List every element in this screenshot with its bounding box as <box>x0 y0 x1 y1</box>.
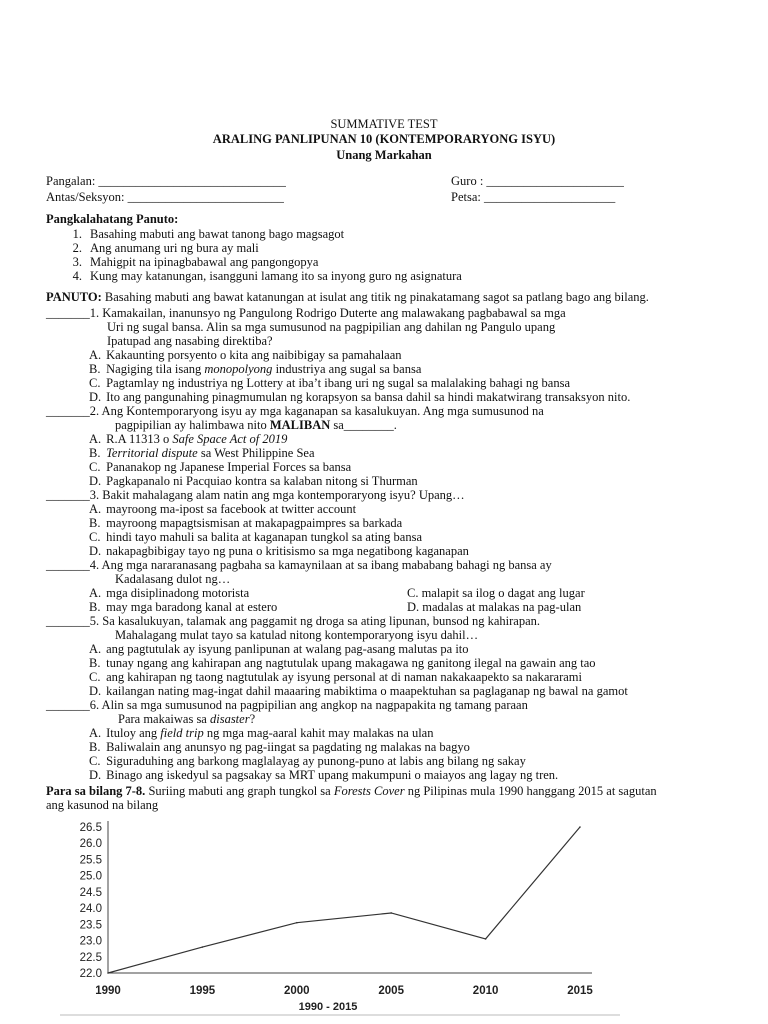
choice-a: A. Kakaunting porsyento o kita ang naibibigay sa pamahalaan <box>89 348 402 362</box>
question-1-line2: Uri ng sugal bansa. Alin sa mga sumusunod na pagpipilian ang dahilan ng Pangulo upang <box>107 320 556 334</box>
instruction-item: 4. Kung may katanungan, isangguni lamang ito sa inyong guro ng asignatura <box>72 269 462 283</box>
graph-instructions: Para sa bilang 7-8. Suriing mabuti ang graph tungkol sa Forests Cover ng Pilipinas mula 1990 hanggang 2015 at sagutan <box>46 784 657 798</box>
x-tick-label: 2015 <box>567 985 593 997</box>
name-field: Pangalan: ______________________________ <box>46 174 286 188</box>
data-point <box>202 946 204 948</box>
data-point <box>579 826 581 828</box>
series-group <box>107 826 581 974</box>
date-field: Petsa: _____________________ <box>451 190 616 204</box>
choice-d: D. nakapagbibigay tayo ng puna o kritisismo sa mga negatibong kaganapan <box>89 544 469 558</box>
choice-a: A. R.A 11313 o Safe Space Act of 2019 <box>89 432 288 446</box>
y-tick-label: 26.0 <box>79 838 102 851</box>
x-tick-label: 1990 <box>95 985 121 997</box>
choice-c: C. hindi tayo mahuli sa balita at kaganapan tungkol sa ating bansa <box>89 530 423 544</box>
data-point <box>296 922 298 924</box>
y-tick-label: 22.0 <box>79 968 102 980</box>
choice-c: C. Pananakop ng Japanese Imperial Forces sa bansa <box>89 460 352 474</box>
y-tick-label: 22.5 <box>79 951 102 964</box>
subject-title: ARALING PANLIPUNAN 10 (KONTEMPORARYONG ISYU) <box>212 132 556 146</box>
quarter-title: Unang Markahan <box>336 148 432 162</box>
y-tick-label: 24.0 <box>79 903 102 916</box>
y-tick-label: 23.5 <box>79 919 102 932</box>
question-2: _______2. Ang Kontemporaryong isyu ay mga kaganapan sa kasalukuyan. Ang mga sumusunod na <box>46 404 544 418</box>
series-line <box>108 827 580 973</box>
choice-b: B. mayroong mapagtsismisan at makapagpaimpres sa barkada <box>89 516 403 530</box>
choice-d: D. kailangan nating mag-ingat dahil maaaring mabiktima o maapektuhan sa paglaganap ng bawal na gamot <box>89 684 628 698</box>
test-title: SUMMATIVE TEST <box>330 117 438 131</box>
x-tick-label: 2000 <box>284 985 310 997</box>
y-tick-label: 24.5 <box>79 886 102 899</box>
data-point <box>390 912 392 914</box>
x-tick-label: 2010 <box>472 985 499 997</box>
question-4-line2: Kadalasang dulot ng… <box>115 572 231 586</box>
panuto-instructions: PANUTO: Basahing mabuti ang bawat katanungan at isulat ang titik ng pinakatamang sagot sa patlang bago ang bilang. <box>46 290 649 304</box>
x-axis-title: 1990 - 2015 <box>298 1001 358 1013</box>
y-tick-label: 26.5 <box>79 822 102 834</box>
y-tick-label: 25.5 <box>79 854 102 867</box>
data-point <box>485 938 487 940</box>
y-tick-label: 25.0 <box>79 870 102 883</box>
choice-c: C. Pagtamlay ng industriya ng Lottery at iba’t ibang uri ng sugal sa malalaking bahagi ng bansa <box>89 376 571 390</box>
question-4: _______4. Ang mga nararanasang pagbaha sa kamaynilaan at sa ibang mababang bahagi ng bansa ay <box>46 558 552 572</box>
choice-b: B. Territorial dispute sa West Philippine Sea <box>89 446 315 460</box>
graph-instructions-line2: ang kasunod na bilang <box>46 798 159 812</box>
choice-a: A. mayroong ma-ipost sa facebook at twitter account <box>89 502 357 516</box>
question-1: _______1. Kamakailan, inanunsyo ng Pangulong Rodrigo Duterte ang malawakang pagbabawal sa mga <box>46 306 566 320</box>
choice-d: D. Pagkapanalo ni Pacquiao kontra sa kalaban nitong si Thurman <box>89 474 418 488</box>
forest-cover-line-chart <box>60 812 620 1017</box>
choice-c: C. malapit sa ilog o dagat ang lugar <box>407 586 585 600</box>
choice-c: C. ang kahirapan ng taong nagtutulak ay isyung personal at di naman nakakaapekto sa nakararami <box>89 670 582 684</box>
instruction-item: 3. Mahigpit na ipinagbabawal ang pangongopya <box>72 255 319 269</box>
general-instructions-title: Pangkalahatang Panuto: <box>46 212 179 226</box>
x-tick-label: 1995 <box>189 985 216 997</box>
section-field: Antas/Seksyon: _________________________ <box>46 190 284 204</box>
choice-a: A. ang pagtutulak ay isyung panlipunan at walang pag-asang malutas pa ito <box>89 642 469 656</box>
question-5: _______5. Sa kasalukuyan, talamak ang paggamit ng droga sa ating lipunan, bunsod ng kahirapan. <box>46 614 540 628</box>
y-tick-label: 23.0 <box>79 935 102 948</box>
choice-b: B. may mga baradong kanal at estero <box>89 600 278 614</box>
teacher-field: Guro : ______________________ <box>451 174 624 188</box>
choice-d: D. Binago ang iskedyul sa pagsakay sa MRT upang makumpuni o maiayos ang lagay ng tren. <box>89 768 559 782</box>
data-point <box>107 972 109 974</box>
choice-a: A. Ituloy ang field trip ng mga mag-aaral kahit may malakas na ulan <box>89 726 434 740</box>
choice-b: B. Baliwalain ang anunsyo ng pag-iingat sa pagdating ng malakas na bagyo <box>89 740 470 754</box>
choice-c: C. Siguraduhing ang barkong maglalayag ay punong-puno at labis ang bilang ng sakay <box>89 754 526 768</box>
choice-b: B. tunay ngang ang kahirapan ang nagtutulak upang makagawa ng ganitong ilegal na gawain ang tao <box>89 656 596 670</box>
choice-b: B. Nagiging tila isang monopolyong industriya ang sugal sa bansa <box>89 362 422 376</box>
choice-a: A. mga disiplinadong motorista <box>89 586 250 600</box>
instruction-item: 1. Basahing mabuti ang bawat tanong bago magsagot <box>72 227 345 241</box>
question-6-line2: Para makaiwas sa disaster? <box>118 712 256 726</box>
x-axis <box>60 973 620 1015</box>
question-6: _______6. Alin sa mga sumusunod na pagpipilian ang angkop na nagpapakita ng tamang paraan <box>46 698 528 712</box>
question-3: _______3. Bakit mahalagang alam natin ang mga kontemporaryong isyu? Upang… <box>46 488 465 502</box>
choice-d: D. madalas at malakas na pag-ulan <box>407 600 582 614</box>
question-2-line2: pagpipilian ay halimbawa nito MALIBAN sa________. <box>115 418 397 432</box>
choice-d: D. Ito ang pangunahing pinagmumulan ng korapsyon sa bansa dahil sa hindi makatwirang transaksyon nito. <box>89 390 631 404</box>
question-5-line2: Mahalagang mulat tayo sa katulad nitong kontemporaryong isyu dahil… <box>115 628 479 642</box>
x-tick-label: 2005 <box>378 985 404 997</box>
y-axis <box>80 821 108 980</box>
question-1-line3: Ipatupad ang nasabing direktiba? <box>107 334 273 348</box>
instruction-item: 2. Ang anumang uri ng bura ay mali <box>72 241 259 255</box>
